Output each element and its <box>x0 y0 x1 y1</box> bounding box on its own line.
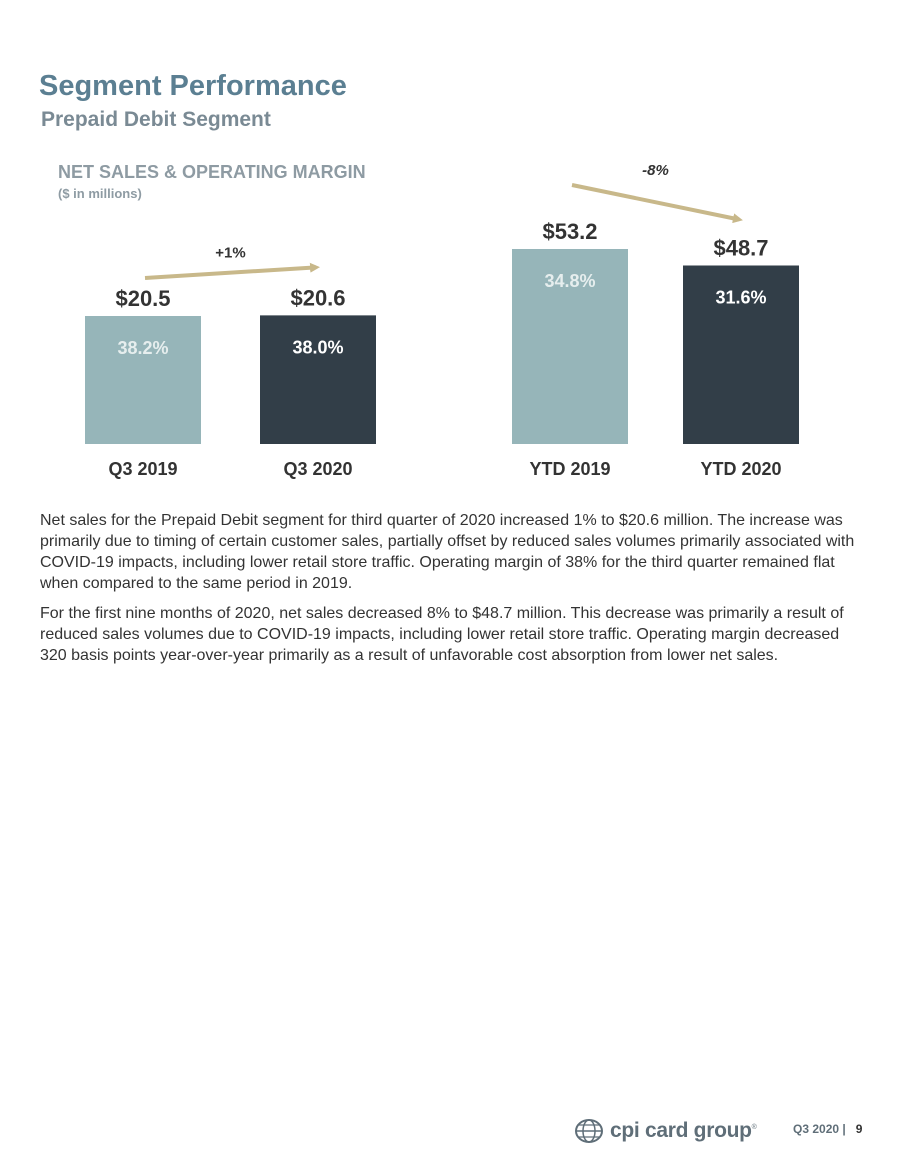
change-arrow <box>572 185 739 219</box>
page-footer <box>793 1122 862 1136</box>
value-label: $53.2 <box>542 219 598 244</box>
category-label: Q3 2020 <box>283 459 353 479</box>
change-label: +1% <box>215 244 246 262</box>
page-title: Segment Performance <box>39 70 347 102</box>
globe-icon <box>574 1118 604 1144</box>
value-label: $20.5 <box>115 286 171 311</box>
net-sales-chart <box>0 0 900 500</box>
report-period: Q3 2020 | <box>793 1122 846 1136</box>
bar-q3-2019 <box>85 316 201 444</box>
page-number: 9 <box>855 1122 863 1136</box>
change-label: -8% <box>642 162 669 179</box>
value-label: $20.6 <box>290 285 346 311</box>
bar-q3-2020 <box>260 315 376 444</box>
category-label: YTD 2020 <box>700 459 782 479</box>
logo-wordmark: cpi card group® <box>610 1119 757 1142</box>
category-label: Q3 2019 <box>108 459 178 479</box>
category-label: YTD 2019 <box>529 459 611 479</box>
chart-unit-note: ($ in millions) <box>58 186 142 201</box>
net-sales-ytd-paragraph: For the first nine months of 2020, net sales decreased 8% to $48.7 million. This decrease was primarily a result of reduced sales volumes due to COVID-19 impacts, including lower retail store traffic. Operating margin decreased 320 basis points year-over-year primarily as a result of unfavorable cost absorption from lower net sales. <box>40 605 844 664</box>
margin-label: 34.8% <box>544 271 596 291</box>
margin-label: 38.2% <box>117 338 169 358</box>
margin-label: 38.0% <box>292 337 344 358</box>
company-logo <box>574 1118 774 1144</box>
value-label: $48.7 <box>713 235 769 261</box>
chart-title: NET SALES & OPERATING MARGIN <box>58 162 366 182</box>
net-sales-q3-paragraph: Net sales for the Prepaid Debit segment for third quarter of 2020 increased 1% to $20.6 million. The increase was primarily due to timing of certain customer sales, partially offset by reduced sales volumes primarily associated with COVID-19 impacts, including lower retail store traffic. Operating margin of 38% for the third quarter remained flat when compared to the same period in 2019. <box>40 512 855 592</box>
change-arrow <box>145 267 316 278</box>
page-subtitle: Prepaid Debit Segment <box>41 108 271 131</box>
margin-label: 31.6% <box>715 287 767 308</box>
